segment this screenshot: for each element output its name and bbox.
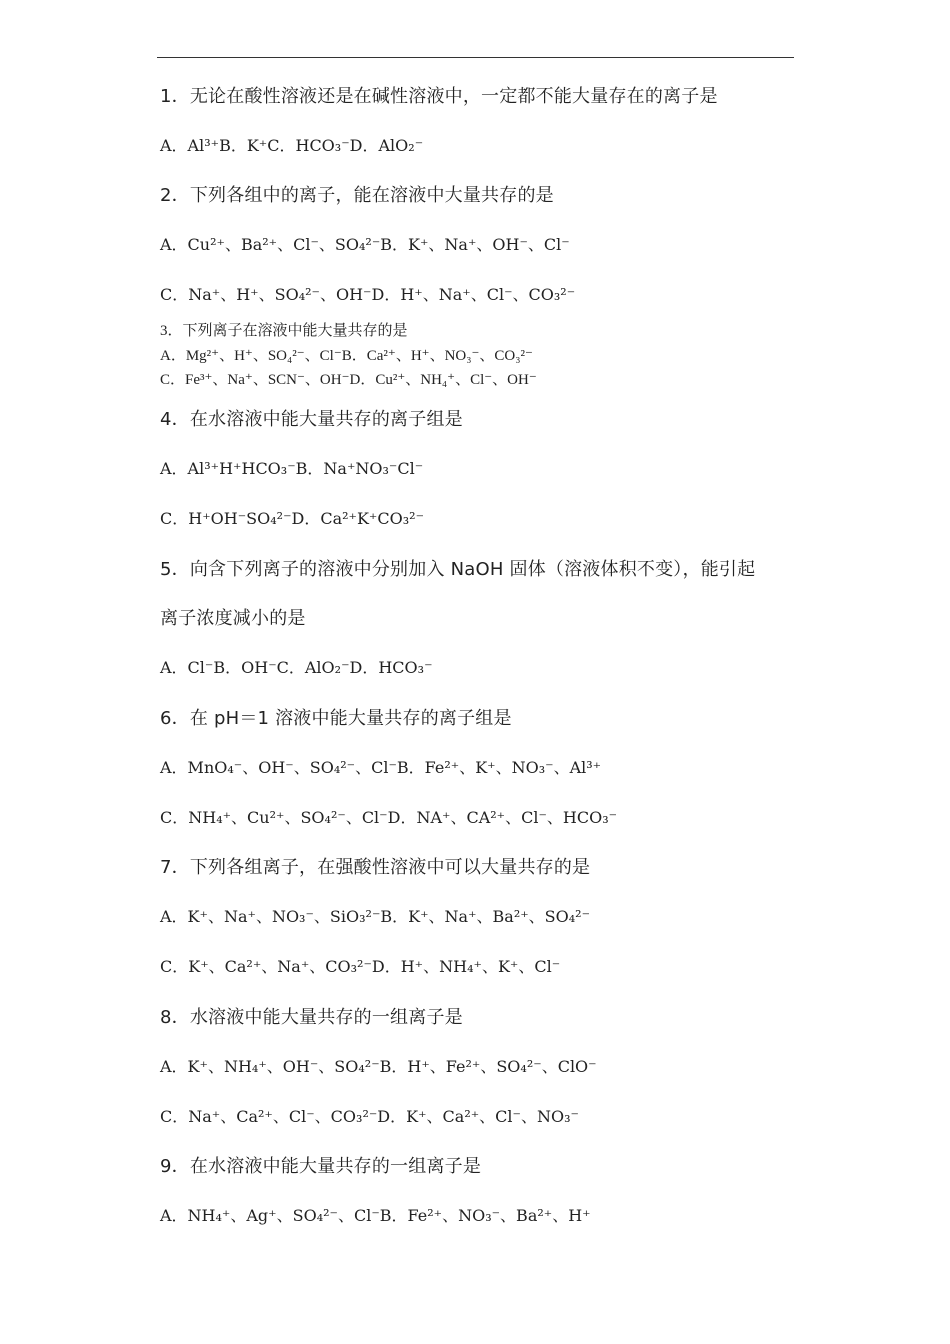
question-8-options-ab: A．K⁺、NH₄⁺、OH⁻、SO₄²⁻B．H⁺、Fe²⁺、SO₄²⁻、ClO⁻: [160, 1057, 597, 1076]
question-1: 1．无论在酸性溶液还是在碱性溶液中，一定都不能大量存在的离子是: [160, 86, 718, 107]
question-3: 3．下列离子在溶液中能大量共存的是: [160, 323, 408, 339]
question-7-options-ab: A．K⁺、Na⁺、NO₃⁻、SiO₃²⁻B．K⁺、Na⁺、Ba²⁺、SO₄²⁻: [160, 907, 591, 926]
question-6-options-cd: C．NH₄⁺、Cu²⁺、SO₄²⁻、Cl⁻D．NA⁺、CA²⁺、Cl⁻、HCO₃⁻: [160, 808, 618, 827]
question-6: 6．在 pH＝1 溶液中能大量共存的离子组是: [160, 708, 512, 729]
question-6-options-ab: A．MnO₄⁻、OH⁻、SO₄²⁻、Cl⁻B．Fe²⁺、K⁺、NO₃⁻、Al³⁺: [160, 758, 602, 777]
question-3-options-cd: C．Fe³⁺、Na⁺、SCN⁻、OH⁻D．Cu²⁺、NH₄⁺、Cl⁻、OH⁻: [160, 372, 537, 388]
question-7: 7．下列各组离子，在强酸性溶液中可以大量共存的是: [160, 857, 591, 878]
header-rule: [157, 57, 794, 58]
question-9-options-ab: A．NH₄⁺、Ag⁺、SO₄²⁻、Cl⁻B．Fe²⁺、NO₃⁻、Ba²⁺、H⁺: [160, 1206, 591, 1225]
question-2-options-ab: A．Cu²⁺、Ba²⁺、Cl⁻、SO₄²⁻B．K⁺、Na⁺、OH⁻、Cl⁻: [160, 235, 570, 254]
question-8: 8．水溶液中能大量共存的一组离子是: [160, 1007, 463, 1028]
question-9: 9．在水溶液中能大量共存的一组离子是: [160, 1156, 482, 1177]
question-4: 4．在水溶液中能大量共存的离子组是: [160, 409, 463, 430]
question-5-options: A．Cl⁻B．OH⁻C．AlO₂⁻D．HCO₃⁻: [160, 658, 433, 677]
question-4-options-cd: C．H⁺OH⁻SO₄²⁻D．Ca²⁺K⁺CO₃²⁻: [160, 509, 425, 528]
question-1-options: A．Al³⁺B．K⁺C．HCO₃⁻D．AlO₂⁻: [160, 136, 424, 155]
question-3-options-ab: A．Mg²⁺、H⁺、SO₄²⁻、Cl⁻B．Ca²⁺、H⁺、NO₃⁻、CO₃²⁻: [160, 348, 533, 364]
question-5: 5．向含下列离子的溶液中分别加入 NaOH 固体（溶液体积不变），能引起: [160, 559, 756, 580]
question-4-options-ab: A．Al³⁺H⁺HCO₃⁻B．Na⁺NO₃⁻Cl⁻: [160, 459, 424, 478]
question-5-continued: 离子浓度减小的是: [160, 608, 306, 629]
question-2: 2．下列各组中的离子，能在溶液中大量共存的是: [160, 185, 554, 206]
question-8-options-cd: C．Na⁺、Ca²⁺、Cl⁻、CO₃²⁻D．K⁺、Ca²⁺、Cl⁻、NO₃⁻: [160, 1107, 579, 1126]
question-7-options-cd: C．K⁺、Ca²⁺、Na⁺、CO₃²⁻D．H⁺、NH₄⁺、K⁺、Cl⁻: [160, 957, 561, 976]
question-2-options-cd: C．Na⁺、H⁺、SO₄²⁻、OH⁻D．H⁺、Na⁺、Cl⁻、CO₃²⁻: [160, 285, 576, 304]
